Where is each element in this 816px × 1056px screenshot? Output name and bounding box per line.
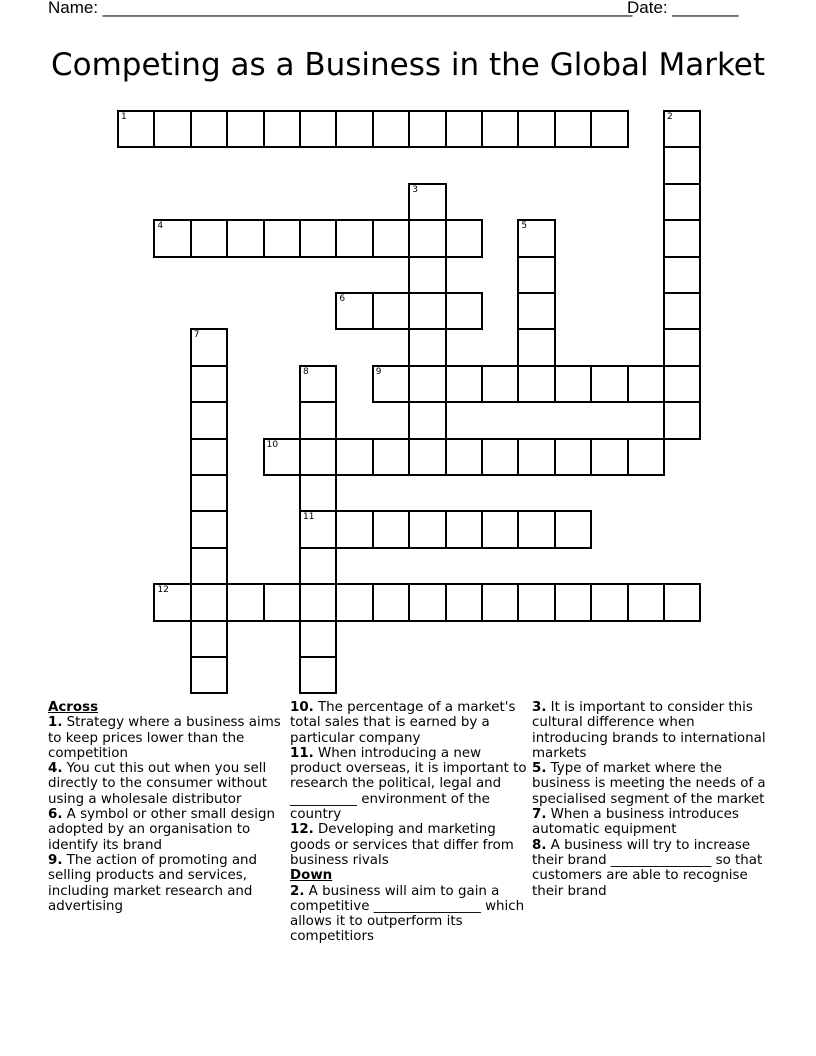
clue-number: 4 — [157, 221, 164, 232]
grid-cell[interactable] — [190, 620, 228, 658]
clue-number: 12 — [157, 585, 169, 596]
clue-down-7: 7. When a business introduces automatic equipment — [532, 807, 739, 838]
clue-number: 8 — [303, 366, 309, 377]
grid-cell[interactable] — [481, 438, 519, 476]
grid-cell[interactable] — [408, 292, 446, 330]
grid-cell[interactable] — [190, 547, 228, 585]
clue-number: 1 — [121, 112, 127, 122]
grid-cell[interactable] — [627, 438, 665, 476]
grid-cell[interactable] — [590, 365, 628, 403]
grid-cell[interactable] — [408, 401, 446, 439]
grid-cell[interactable] — [445, 110, 483, 148]
grid-cell[interactable] — [372, 365, 410, 403]
grid-cell[interactable] — [190, 219, 228, 257]
clue-across-6: 6. A symbol or other small design adopted by an organisation to identify its brand — [48, 807, 275, 853]
grid-cell[interactable] — [445, 365, 483, 403]
clue-down-2: 2. A business will aim to gain a competitive ________________ which allows it to outperform its competitiors — [290, 883, 525, 945]
grid-cell[interactable] — [481, 583, 519, 621]
grid-cell[interactable] — [372, 292, 410, 330]
grid-cell[interactable] — [408, 110, 446, 148]
clue-across-9: 9. The action of promoting and selling products and services, including market research and advertising — [48, 852, 258, 914]
clues-column-1 — [48, 700, 286, 914]
clue-across-1: 1. Strategy where a business aims to keep prices lower than the competition — [48, 715, 281, 761]
grid-cell[interactable] — [554, 365, 592, 403]
clue-number: 6 — [339, 294, 346, 304]
grid-cell[interactable] — [408, 510, 446, 548]
clue-number: 5 — [521, 221, 528, 232]
grid-cell[interactable] — [408, 183, 446, 221]
grid-cell[interactable] — [663, 110, 701, 148]
clue-across-12: 12. Developing and marketing goods or services that differ from business rivals — [290, 822, 514, 868]
grid-cell[interactable] — [627, 583, 665, 621]
grid-cell[interactable] — [190, 110, 228, 148]
grid-cell[interactable] — [517, 219, 555, 257]
grid-cell[interactable] — [372, 219, 410, 257]
grid-cell[interactable] — [299, 438, 337, 476]
grid-cell[interactable] — [190, 401, 228, 439]
clues-column-3 — [532, 700, 772, 899]
grid-cell[interactable] — [335, 219, 373, 257]
grid-cell[interactable] — [263, 219, 301, 257]
grid-cell[interactable] — [445, 438, 483, 476]
grid-cell[interactable] — [663, 328, 701, 366]
clue-number: 7 — [193, 330, 200, 341]
grid-cell[interactable] — [517, 292, 555, 330]
grid-cell[interactable] — [372, 110, 410, 148]
grid-cell[interactable] — [627, 365, 665, 403]
grid-cell[interactable] — [335, 583, 373, 621]
grid-cell[interactable] — [663, 401, 701, 439]
grid-cell[interactable] — [190, 656, 228, 694]
grid-cell[interactable] — [299, 510, 337, 548]
clue-number: 11 — [303, 512, 315, 523]
grid-cell[interactable] — [663, 292, 701, 330]
grid-cell[interactable] — [263, 110, 301, 148]
grid-cell[interactable] — [445, 583, 483, 621]
clue-across-4: 4. You cut this out when you sell directly to the consumer without using a wholesale distributor — [48, 761, 268, 807]
grid-cell[interactable] — [153, 219, 191, 257]
across-heading: Across — [48, 700, 99, 715]
clue-across-10: 10. The percentage of a market's total sales that is earned by a particular company — [290, 700, 516, 746]
clue-down-5: 5. Type of market where the business is meeting the needs of a specialised segment of the market — [532, 761, 766, 807]
grid-cell[interactable] — [226, 219, 264, 257]
grid-cell[interactable] — [299, 656, 337, 694]
grid-cell[interactable] — [190, 328, 228, 366]
grid-cell[interactable] — [335, 110, 373, 148]
grid-cell[interactable] — [663, 256, 701, 294]
clue-number: 2 — [667, 112, 673, 122]
grid-cell[interactable] — [408, 328, 446, 366]
grid-cell[interactable] — [117, 110, 155, 148]
grid-cell[interactable] — [299, 401, 337, 439]
grid-cell[interactable] — [153, 110, 191, 148]
grid-cell[interactable] — [299, 219, 337, 257]
grid-cell[interactable] — [663, 146, 701, 184]
grid-cell[interactable] — [299, 583, 337, 621]
grid-cell[interactable] — [190, 474, 228, 512]
grid-cell[interactable] — [226, 583, 264, 621]
grid-cell[interactable] — [372, 583, 410, 621]
grid-cell[interactable] — [517, 256, 555, 294]
grid-cell[interactable] — [226, 110, 264, 148]
grid-cell[interactable] — [517, 583, 555, 621]
grid-cell[interactable] — [299, 365, 337, 403]
grid-cell[interactable] — [481, 510, 519, 548]
grid-cell[interactable] — [517, 438, 555, 476]
grid-cell[interactable] — [554, 510, 592, 548]
clue-across-11: 11. When introducing a new product overseas, it is important to research the political, legal and __________ environment of the country — [290, 745, 527, 823]
grid-cell[interactable] — [408, 438, 446, 476]
grid-cell[interactable] — [299, 547, 337, 585]
grid-cell[interactable] — [408, 256, 446, 294]
grid-cell[interactable] — [663, 365, 701, 403]
grid-cell[interactable] — [481, 110, 519, 148]
clue-down-8: 8. A business will try to increase their brand _______________ so that customers are able to recognise their brand — [532, 837, 763, 899]
clue-down-3: 3. It is important to consider this cultural difference when introducing brands to international markets — [532, 700, 766, 761]
grid-cell[interactable] — [335, 438, 373, 476]
date-line: Date: _______ — [627, 0, 739, 17]
grid-cell[interactable] — [554, 583, 592, 621]
grid-cell[interactable] — [408, 583, 446, 621]
grid-cell[interactable] — [335, 510, 373, 548]
grid-cell[interactable] — [663, 183, 701, 221]
grid-cell[interactable] — [190, 438, 228, 476]
grid-cell[interactable] — [408, 219, 446, 257]
grid-cell[interactable] — [153, 583, 191, 621]
grid-cell[interactable] — [517, 365, 555, 403]
clue-number: 9 — [375, 366, 382, 377]
grid-cell[interactable] — [299, 620, 337, 658]
grid-cell[interactable] — [190, 510, 228, 548]
grid-cell[interactable] — [590, 110, 628, 148]
grid-cell[interactable] — [299, 110, 337, 148]
grid-cell[interactable] — [335, 292, 373, 330]
grid-cell[interactable] — [663, 583, 701, 621]
grid-cell[interactable] — [517, 328, 555, 366]
grid-cell[interactable] — [190, 583, 228, 621]
grid-cell[interactable] — [590, 438, 628, 476]
grid-cell[interactable] — [263, 583, 301, 621]
grid-cell[interactable] — [445, 510, 483, 548]
grid-cell[interactable] — [190, 365, 228, 403]
grid-cell[interactable] — [481, 365, 519, 403]
grid-cell[interactable] — [372, 510, 410, 548]
page-title: Competing as a Business in the Global Market — [50, 47, 766, 83]
clues-column-2 — [290, 700, 528, 945]
name-line: Name: ________________________________________________________ — [48, 0, 633, 17]
grid-cell[interactable] — [263, 438, 301, 476]
down-heading: Down — [290, 868, 333, 884]
clue-number: 10 — [266, 439, 279, 450]
grid-cell[interactable] — [372, 438, 410, 476]
grid-cell[interactable] — [445, 219, 483, 257]
grid-cell[interactable] — [517, 110, 555, 148]
grid-cell[interactable] — [299, 474, 337, 512]
grid-cell[interactable] — [408, 365, 446, 403]
grid-cell[interactable] — [663, 219, 701, 257]
grid-cell[interactable] — [590, 583, 628, 621]
clue-number: 3 — [412, 184, 418, 195]
grid-cell[interactable] — [445, 292, 483, 330]
grid-cell[interactable] — [554, 438, 592, 476]
grid-cell[interactable] — [554, 110, 592, 148]
grid-cell[interactable] — [517, 510, 555, 548]
